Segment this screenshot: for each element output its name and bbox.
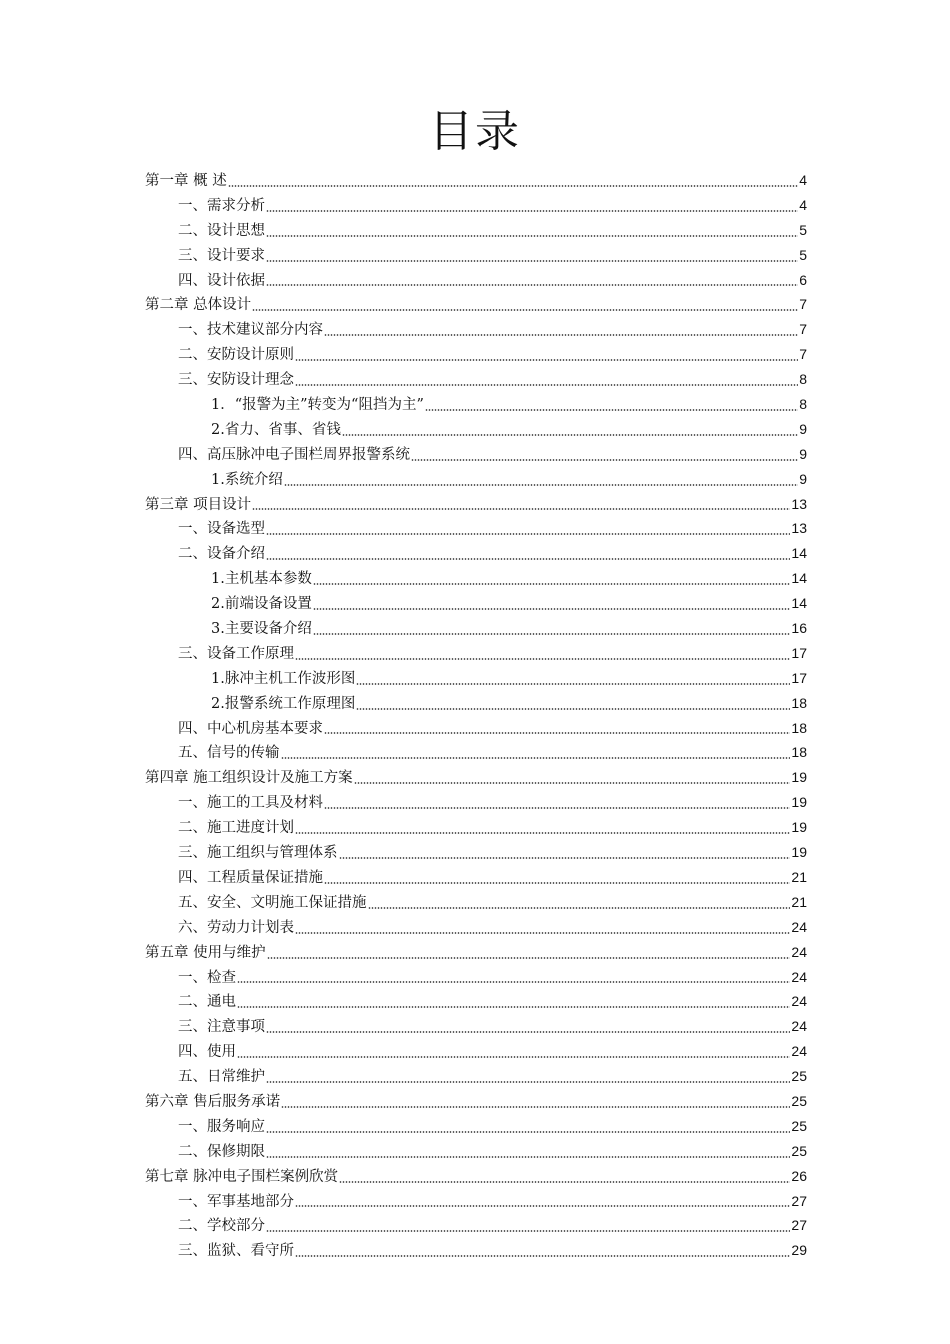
toc-chapter-entry[interactable] (145, 1164, 807, 1189)
dot-leader (266, 1230, 790, 1232)
toc-entry-label: 三、设计要求 (178, 247, 265, 264)
toc-entry-label: 二、施工进度计划 (178, 820, 294, 837)
toc-section-entry[interactable] (145, 740, 807, 765)
toc-entry-label: 一、需求分析 (178, 197, 265, 214)
toc-section-entry[interactable] (145, 317, 807, 342)
dot-leader (266, 533, 790, 535)
toc-chapter-entry[interactable] (145, 940, 807, 965)
toc-entry-label: 一、技术建议部分内容 (178, 322, 323, 339)
dot-leader (295, 932, 790, 934)
toc-chapter-entry[interactable] (145, 765, 807, 790)
toc-section-entry[interactable] (145, 965, 807, 990)
toc-page-number: 25 (791, 1068, 807, 1085)
toc-subsection-entry[interactable] (145, 666, 807, 691)
toc-section-entry[interactable] (145, 815, 807, 840)
toc-page-number: 5 (799, 221, 807, 238)
toc-page-number: 29 (791, 1242, 807, 1259)
toc-entry-label: 五、日常维护 (178, 1069, 265, 1086)
toc-section-entry[interactable] (145, 790, 807, 815)
dot-leader (339, 857, 791, 859)
dot-leader (411, 459, 798, 461)
toc-subsection-entry[interactable] (145, 467, 807, 492)
toc-page-number: 8 (799, 396, 807, 413)
toc-entry-label: 四、中心机房基本要求 (178, 720, 323, 737)
toc-chapter-entry[interactable] (145, 1089, 807, 1114)
toc-page-number: 9 (799, 420, 807, 437)
toc-section-entry[interactable] (145, 541, 807, 566)
dot-leader (266, 284, 798, 286)
toc-page-number: 13 (791, 520, 807, 537)
toc-entry-label: 二、安防设计原则 (178, 347, 294, 364)
toc-page-number: 6 (799, 271, 807, 288)
toc-chapter-entry[interactable] (145, 492, 807, 517)
toc-entry-label: 2.前端设备设置 (211, 596, 312, 613)
toc-entry-label: 2.报警系统工作原理图 (211, 695, 356, 712)
dot-leader (324, 807, 790, 809)
toc-section-entry[interactable] (145, 442, 807, 467)
toc-page-number: 13 (791, 495, 807, 512)
toc-page-number: 25 (791, 1142, 807, 1159)
dot-leader (266, 1031, 790, 1033)
toc-entry-label: 第五章 使用与维护 (145, 944, 266, 961)
toc-page-number: 9 (799, 470, 807, 487)
dot-leader (266, 1156, 790, 1158)
toc-entry-label: 第一章 概 述 (145, 173, 227, 189)
toc-entry-label: 三、监狱、看守所 (178, 1243, 294, 1260)
dot-leader (324, 882, 790, 884)
toc-entry-label: 1.系统介绍 (211, 471, 283, 488)
dot-leader (342, 434, 798, 436)
toc-entry-label: 一、服务响应 (178, 1118, 265, 1135)
dot-leader (281, 1106, 790, 1108)
table-of-contents (145, 168, 807, 1263)
dot-leader (252, 309, 798, 311)
toc-section-entry[interactable] (145, 342, 807, 367)
toc-subsection-entry[interactable] (145, 616, 807, 641)
toc-page-number: 17 (791, 669, 807, 686)
toc-section-entry[interactable] (145, 1114, 807, 1139)
dot-leader (368, 907, 791, 909)
toc-entry-label: 三、安防设计理念 (178, 372, 294, 389)
dot-leader (266, 1081, 790, 1083)
toc-page-number: 27 (791, 1217, 807, 1234)
toc-entry-label: 3.主要设备介绍 (211, 621, 312, 638)
dot-leader (313, 583, 791, 585)
toc-page-number: 4 (799, 172, 807, 188)
toc-section-entry[interactable] (145, 989, 807, 1014)
toc-entry-label: 四、工程质量保证措施 (178, 869, 323, 886)
dot-leader (267, 957, 791, 959)
toc-page-number: 24 (791, 943, 807, 960)
toc-entry-label: 2.省力、省事、省钱 (211, 421, 341, 438)
toc-section-entry[interactable] (145, 641, 807, 666)
dot-leader (425, 409, 798, 411)
toc-page-number: 25 (791, 1092, 807, 1109)
dot-leader (295, 1255, 790, 1257)
toc-page-number: 14 (791, 570, 807, 587)
toc-entry-label: 二、设计思想 (178, 222, 265, 239)
toc-section-entry[interactable] (145, 243, 807, 268)
toc-section-entry[interactable] (145, 516, 807, 541)
dot-leader (354, 782, 791, 784)
toc-entry-label: 三、施工组织与管理体系 (178, 845, 338, 862)
toc-page-number: 14 (791, 595, 807, 612)
toc-subsection-entry[interactable] (145, 591, 807, 616)
toc-page-number: 18 (791, 719, 807, 736)
toc-page-number: 18 (791, 744, 807, 761)
toc-entry-label: 二、通电 (178, 994, 236, 1011)
dot-leader (356, 708, 790, 710)
toc-subsection-entry[interactable] (145, 392, 807, 417)
toc-page-number: 24 (791, 918, 807, 935)
toc-entry-label: 1.主机基本参数 (211, 571, 312, 588)
toc-page-number: 7 (799, 346, 807, 363)
toc-page-number: 21 (791, 893, 807, 910)
toc-page-number: 24 (791, 968, 807, 985)
toc-chapter-entry[interactable] (145, 168, 807, 193)
toc-entry-label: 四、设计依据 (178, 272, 265, 289)
toc-page-number: 4 (799, 196, 807, 213)
dot-leader (295, 1205, 790, 1207)
toc-page-number: 7 (799, 321, 807, 338)
toc-entry-label: 四、高压脉冲电子围栏周界报警系统 (178, 446, 410, 463)
toc-page-number: 24 (791, 1018, 807, 1035)
toc-page-number: 16 (791, 620, 807, 637)
dot-leader (228, 185, 798, 187)
toc-section-entry[interactable] (145, 193, 807, 218)
dot-leader (266, 235, 798, 237)
toc-entry-label: 一、施工的工具及材料 (178, 795, 323, 812)
toc-section-entry[interactable] (145, 1139, 807, 1164)
toc-page-number: 27 (791, 1192, 807, 1209)
toc-entry-label: 一、设备选型 (178, 521, 265, 538)
toc-page-number: 5 (799, 246, 807, 263)
toc-page-number: 9 (799, 445, 807, 462)
toc-section-entry[interactable] (145, 915, 807, 940)
toc-page-number: 25 (791, 1117, 807, 1134)
toc-chapter-entry[interactable] (145, 292, 807, 317)
toc-page-number: 18 (791, 694, 807, 711)
toc-entry-label: 第二章 总体设计 (145, 297, 252, 314)
toc-page-number: 24 (791, 1043, 807, 1060)
toc-section-entry[interactable] (145, 1014, 807, 1039)
toc-subsection-entry[interactable] (145, 691, 807, 716)
toc-entry-label: 二、学校部分 (178, 1218, 265, 1235)
toc-page-number: 14 (791, 545, 807, 562)
toc-section-entry[interactable] (145, 1064, 807, 1089)
toc-entry-label: 四、使用 (178, 1044, 236, 1061)
document-title: 目录 (429, 106, 521, 157)
toc-entry-label: 二、设备介绍 (178, 546, 265, 563)
toc-section-entry[interactable] (145, 865, 807, 890)
dot-leader (313, 633, 791, 635)
dot-leader (237, 1056, 790, 1058)
dot-leader (266, 260, 798, 262)
toc-page-number: 19 (791, 769, 807, 786)
toc-entry-label: 第三章 项目设计 (145, 496, 252, 513)
toc-entry-label: 三、注意事项 (178, 1019, 265, 1036)
toc-page-number: 19 (791, 819, 807, 836)
toc-section-entry[interactable] (145, 268, 807, 293)
toc-section-entry[interactable] (145, 890, 807, 915)
dot-leader (313, 608, 791, 610)
toc-section-entry[interactable] (145, 1238, 807, 1263)
toc-section-entry[interactable] (145, 367, 807, 392)
toc-entry-label: 三、设备工作原理 (178, 645, 294, 662)
toc-page-number: 21 (791, 868, 807, 885)
toc-page-number: 7 (799, 296, 807, 313)
dot-leader (281, 757, 791, 759)
toc-entry-label: 二、保修期限 (178, 1143, 265, 1160)
dot-leader (339, 1181, 790, 1183)
toc-entry-label: 第七章 脉冲电子围栏案例欣赏 (145, 1168, 339, 1185)
dot-leader (237, 981, 790, 983)
toc-section-entry[interactable] (145, 840, 807, 865)
dot-leader (266, 210, 798, 212)
toc-section-entry[interactable] (145, 716, 807, 741)
toc-subsection-entry[interactable] (145, 417, 807, 442)
toc-subsection-entry[interactable] (145, 566, 807, 591)
toc-entry-label: 六、劳动力计划表 (178, 919, 294, 936)
dot-leader (356, 683, 790, 685)
dot-leader (324, 334, 798, 336)
toc-entry-label: 五、信号的传输 (178, 745, 280, 762)
toc-page-number: 19 (791, 794, 807, 811)
toc-entry-label: 一、检查 (178, 969, 236, 986)
dot-leader (295, 658, 790, 660)
toc-page-number: 8 (799, 371, 807, 388)
toc-page-number: 24 (791, 993, 807, 1010)
dot-leader (295, 384, 798, 386)
toc-section-entry[interactable] (145, 1189, 807, 1214)
toc-page-number: 26 (791, 1167, 807, 1184)
dot-leader (266, 558, 790, 560)
toc-entry-label: 1.脉冲主机工作波形图 (211, 670, 356, 687)
dot-leader (295, 832, 790, 834)
toc-entry-label: 五、安全、文明施工保证措施 (178, 894, 367, 911)
toc-entry-label: 第四章 施工组织设计及施工方案 (145, 770, 353, 787)
toc-section-entry[interactable] (145, 218, 807, 243)
dot-leader (252, 508, 790, 510)
toc-page-number: 19 (791, 844, 807, 861)
dot-leader (324, 732, 790, 734)
dot-leader (266, 1131, 790, 1133)
toc-section-entry[interactable] (145, 1213, 807, 1238)
toc-section-entry[interactable] (145, 1039, 807, 1064)
toc-entry-label: 第六章 售后服务承诺 (145, 1093, 281, 1110)
dot-leader (284, 484, 798, 486)
toc-entry-label: 1．“报警为主”转变为“阻挡为主” (211, 397, 424, 414)
dot-leader (295, 359, 798, 361)
toc-page-number: 17 (791, 644, 807, 661)
toc-entry-label: 一、军事基地部分 (178, 1193, 294, 1210)
dot-leader (237, 1006, 790, 1008)
